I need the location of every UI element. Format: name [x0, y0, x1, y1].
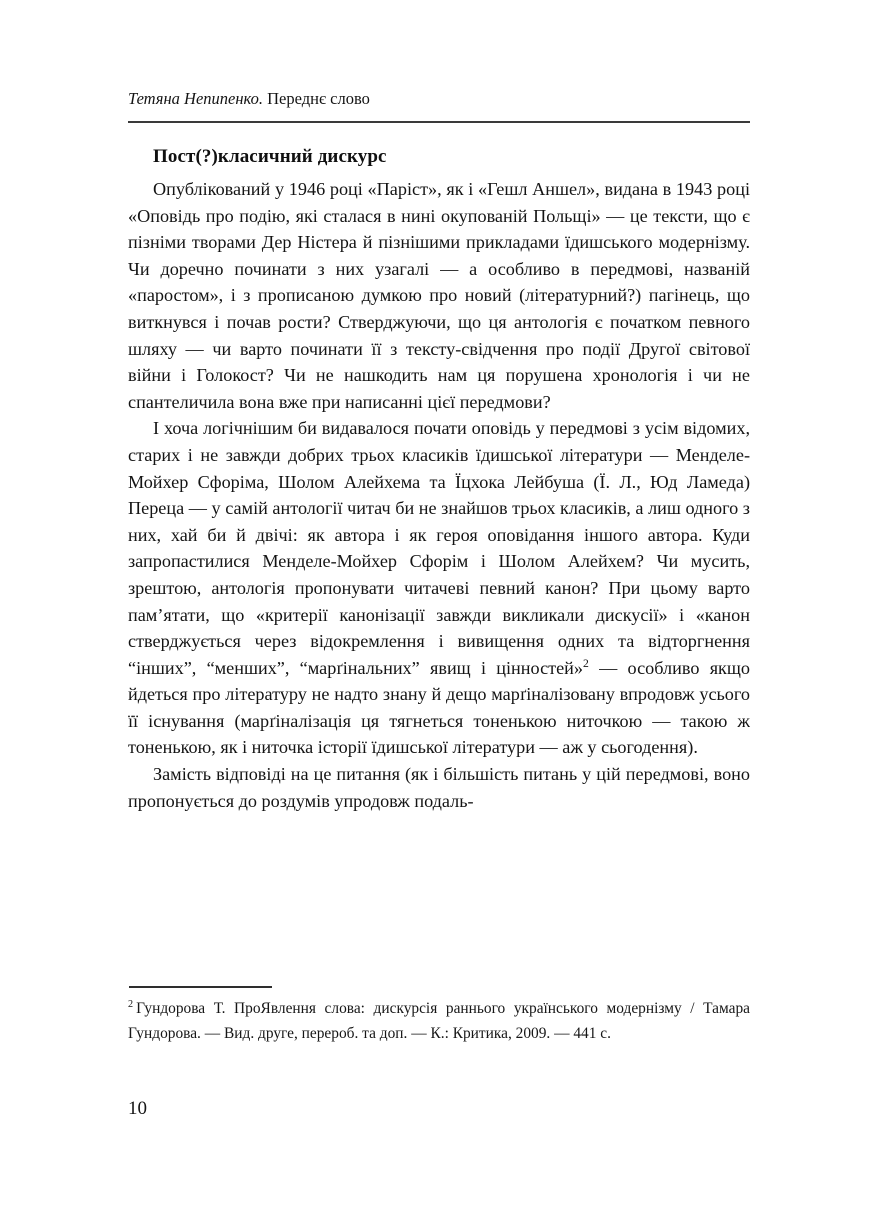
paragraph-3-text: Замість відповіді на це питання (як і більшість питань у цій передмові, воно пропонується до роздумів упродовж подаль-: [128, 764, 750, 811]
footnote-reference-2[interactable]: 2: [583, 656, 589, 670]
footnote-entry: [128, 996, 750, 1046]
page-number: 10: [128, 1098, 147, 1119]
body-text-block: [128, 143, 750, 814]
paragraph-1: [128, 176, 750, 415]
running-head-author: Тетяна Непипенко.: [128, 89, 263, 108]
footnote-text: Гундорова Т. ПроЯвлення слова: дискурсія раннього українського модернізму / Тамара Гундорова. — Вид. друге, перероб. та доп. — К.: Критика, 2009. — 441 с.: [128, 1000, 750, 1042]
footnote-number: 2: [128, 998, 134, 1010]
footnote-separator-rule: [129, 986, 272, 988]
paragraph-2: [128, 415, 750, 761]
paragraph-1-text: Опублікований у 1946 році «Паріст», як і «Гешл Аншел», видана в 1943 році «Оповідь про подію, які сталася в нині окупованій Польщі» — це тексти, що є пізніми творами Дер Ністера й пізнішими прикладами їдишського модернізму. Чи доречно починати з них узагалі — а особливо в передмові, названій «паростом», і з прописаною думкою про новий (літературний?) пагінець, що виткнувся і почав рости? Стверджуючи, що ця антологія є початком певного шляху — чи варто починати її з тексту-свідчення про події Другої світової війни і Голокост? Чи не нашкодить нам ця порушена хронологія і чи не спантеличила вона вже при написанні цієї передмови?: [128, 179, 750, 412]
paragraph-2-text-after-footnote: — особливо якщо йдеться про літературу не надто знану й дещо марґіналізовану впродовж усього її існування (марґіналізація ця тягнеться тоненькою ниточкою — такою ж тоненькою, як і ниточка історії їдишської літератури — аж у сьогодення).: [128, 657, 750, 758]
running-head: [128, 88, 750, 110]
paragraph-2-text-before-footnote: І хоча логічнішим би видавалося почати оповідь у передмові з усім відомих, старих і не завжди добрих трьох класиків їдишської літератури — Менделе-Мойхер Сфоріма, Шолом Алейхема та Їцхока Лейбуша (Ї. Л., Юд Ламеда) Переца — у самій антології читач би не знайшов трьох класиків, а лиш одного з них, хай би й двічі: як автора і як героя оповідання іншого автора. Куди запропастилися Менделе-Мойхер Сфорім і Шолом Алейхем? Чи мусить, зрештою, антологія пропонувати читачеві певний канон? При цьому варто пам’ятати, що «критерії канонізації завжди викликали дискусії» і «канон стверджується через відокремлення і вивищення одних та відторгнення “інших”, “менших”, “марґінальних” явищ і цінностей»: [128, 418, 750, 678]
running-head-title: Переднє слово: [263, 89, 370, 108]
section-heading: Пост(?)класичний дискурс: [153, 146, 387, 167]
header-rule: [128, 121, 750, 123]
paragraph-3: [128, 761, 750, 814]
